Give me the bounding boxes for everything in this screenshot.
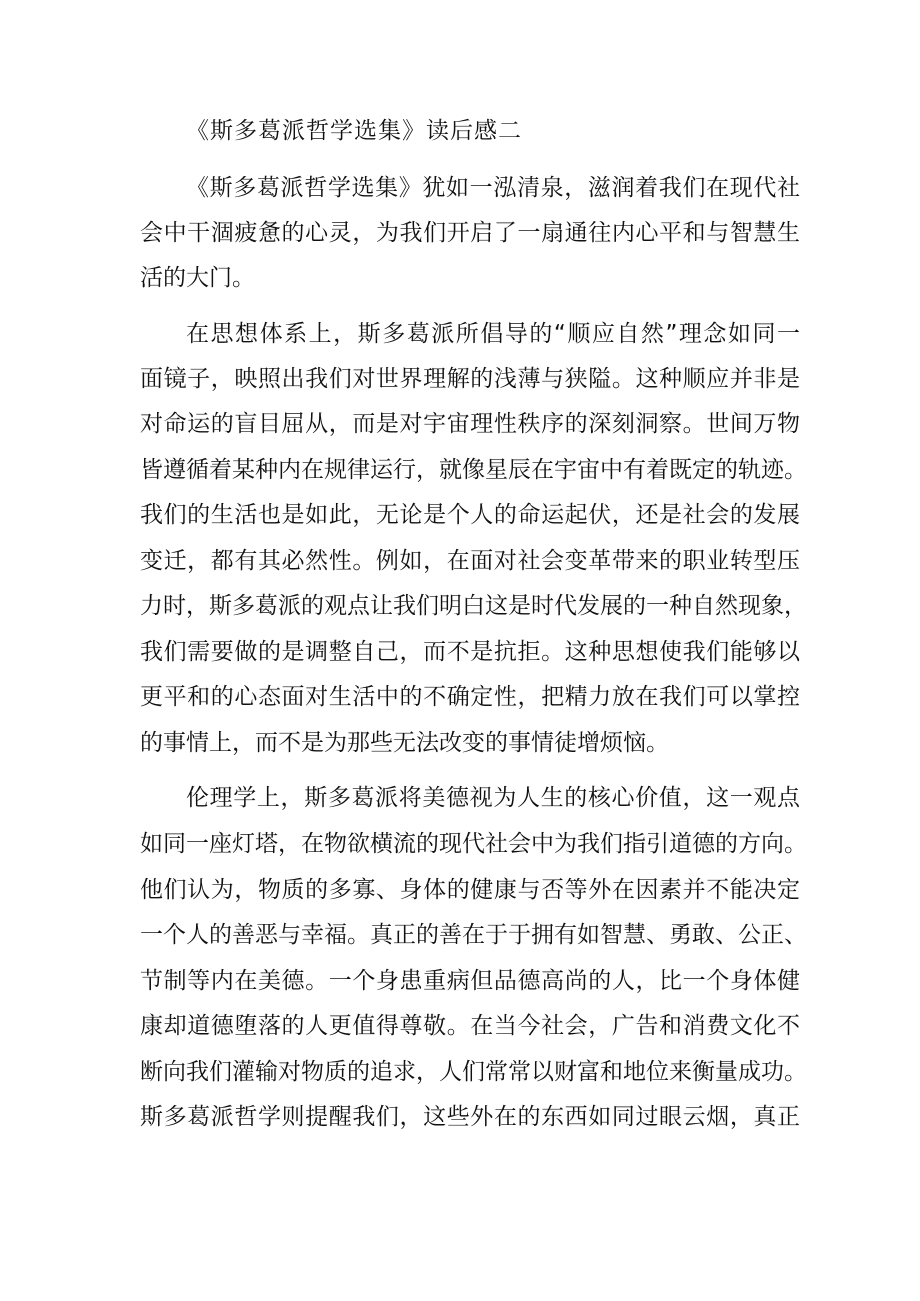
document-title: 《斯多葛派哲学选集》读后感二 <box>186 118 522 144</box>
text-line: 《斯多葛派哲学选集》犹如一泓清泉，滋润着我们在现代社 <box>186 175 800 201</box>
text-line: 的事情上，而不是为那些无法改变的事情徒增烦恼。 <box>140 730 669 756</box>
text-line: 我们需要做的是调整自己，而不是抗拒。这种思想使我们能够以 <box>140 639 800 665</box>
text-line: 力时，斯多葛派的观点让我们明白这是时代发展的一种自然现象， <box>140 593 807 619</box>
text-line: 康却道德堕落的人更值得尊敬。在当今社会，广告和消费文化不 <box>140 1013 800 1039</box>
text-line: 变迁，都有其必然性。例如，在面对社会变革带来的职业转型压 <box>140 548 800 574</box>
text-line: 如同一座灯塔，在物欲横流的现代社会中为我们指引道德的方向。 <box>140 831 807 857</box>
text-line: 更平和的心态面对生活中的不确定性，把精力放在我们可以掌控 <box>140 684 800 710</box>
text-line: 在思想体系上，斯多葛派所倡导的“顺应自然”理念如同一 <box>186 321 800 347</box>
text-line: 一个人的善恶与幸福。真正的善在于于拥有如智慧、勇敢、公正、 <box>140 922 807 948</box>
text-line: 伦理学上，斯多葛派将美德视为人生的核心价值，这一观点 <box>186 785 800 811</box>
text-line: 皆遵循着某种内在规律运行，就像星辰在宇宙中有着既定的轨迹。 <box>140 457 807 483</box>
text-line: 他们认为，物质的多寡、身体的健康与否等外在因素并不能决定 <box>140 877 800 903</box>
text-line: 节制等内在美德。一个身患重病但品德高尚的人，比一个身体健 <box>140 968 800 994</box>
text-line: 断向我们灌输对物质的追求，人们常常以财富和地位来衡量成功。 <box>140 1059 807 1085</box>
text-line: 我们的生活也是如此，无论是个人的命运起伏，还是社会的发展 <box>140 502 800 528</box>
text-line: 活的大门。 <box>140 265 255 291</box>
text-line: 对命运的盲目屈从，而是对宇宙理性秩序的深刻洞察。世间万物 <box>140 411 800 437</box>
text-line: 面镜子，映照出我们对世界理解的浅薄与狭隘。这种顺应并非是 <box>140 366 800 392</box>
text-line: 斯多葛派哲学则提醒我们，这些外在的东西如同过眼云烟，真正 <box>140 1104 800 1130</box>
text-line: 会中干涸疲惫的心灵，为我们开启了一扇通往内心平和与智慧生 <box>140 220 800 246</box>
